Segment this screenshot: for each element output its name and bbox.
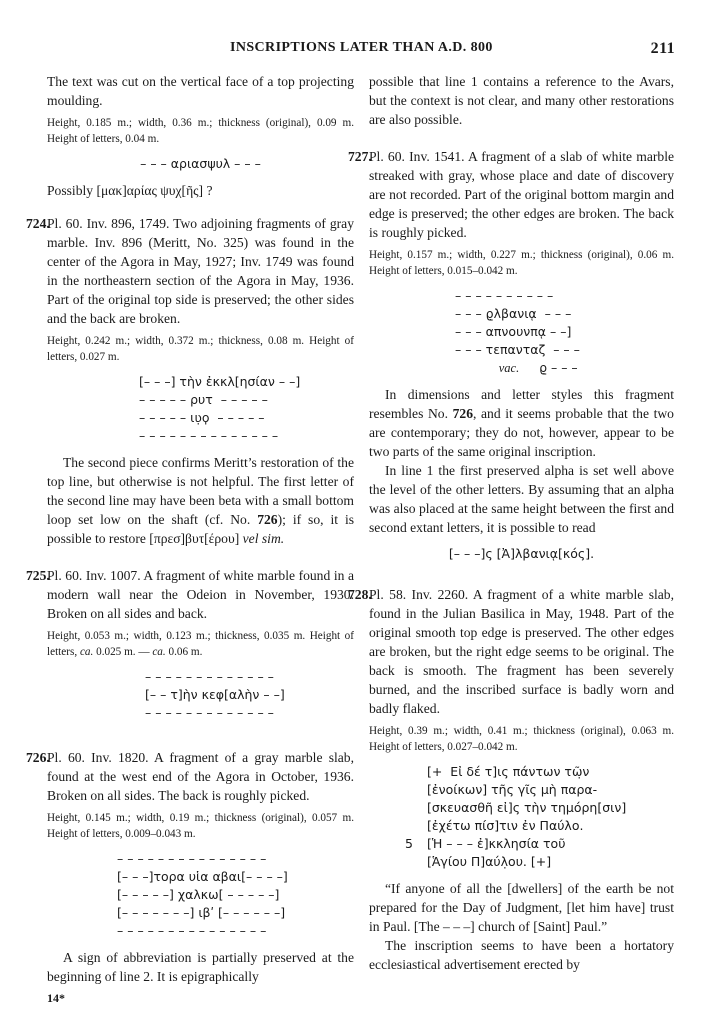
inscription-line: [– – – – –] χαλκω[ – – – – –] [117, 887, 280, 902]
inscription-line: – – – ϱ̣λβανιᾳ – – – [455, 306, 572, 321]
entry-727 [348, 147, 674, 563]
entry-724 [26, 214, 355, 548]
inscription-line: [– – –]τορα υἱα αβαι[– – – –] [117, 869, 288, 884]
entry-description: Pl. 58. Inv. 2260. A fragment of a white marble slab, found in the Julian Basilica in May, 1948. Part of the original smooth top edge is preserved. The other edges are broken, but the right edge seems to be original. The back is smooth. The fragment has been severely burned, and the inscribed surface is badly worn and badly flaked. [369, 587, 674, 716]
inscription-line: – – – – – – – – – – – – – [145, 669, 274, 684]
proposed-reading [369, 545, 674, 563]
translation: “If anyone of all the [dwellers] of the earth be not prepared for the Day of Judgment, [let him have] trust in Paul. [The – – –] church of [Saint] Paul.” [369, 881, 674, 934]
inscription-text [47, 373, 354, 445]
left-column [26, 72, 355, 986]
intro-text: The text was cut on the vertical face of a top projecting moulding. [47, 74, 354, 108]
entry-commentary [369, 385, 674, 461]
inscription-line: [Ἁγίου Π]αύλ̣ου. [+] [427, 854, 552, 869]
entry-description: Pl. 60. Inv. 896, 1749. Two adjoining fragments of gray marble. Inv. 896 (Meritt, No. 325) was found in the center of the Agora in May, 1927; Inv. 1749 was found in the northeastern section of the Agora in May, 1936. Part of the original top side is preserved; the other sides and the back are broken. [47, 216, 354, 326]
signature-mark: 14* [47, 991, 65, 1005]
inscription-line [405, 835, 674, 853]
entry-728 [348, 585, 674, 974]
inscription-line: – – – – – – – – – – [455, 288, 554, 303]
entry-commentary [47, 453, 354, 548]
commentary-text: , and it seems probable that the two are contemporary; they do not, however, appear to be two parts of the same original inscription. [369, 406, 674, 459]
inscription-line: [– – – – – – –] ιβʹ [– – – – – –] [117, 905, 286, 920]
entry-number: 728. [348, 587, 372, 602]
entry-726 [26, 748, 354, 986]
inscription-line: [ἐχέτω πίσ]τιν ἐν Παύλο. [427, 818, 584, 833]
inscription-line: – – – τεπανταζ – – – [455, 342, 580, 357]
commentary-text: ); if so, it is possible to restore [πρεσ]βυτ[έρου] [47, 512, 355, 546]
measurement-text: Height, 0.053 m.; width, 0.123 m.; thickness, 0.035 m. Height of letters, [47, 630, 354, 658]
inscription-line: – – – απνουνπᾳ – –] [455, 324, 572, 339]
running-title: INSCRIPTIONS LATER THAN A.D. 800 [230, 40, 493, 55]
line-number: 5 [405, 836, 413, 851]
entry-commentary: The inscription seems to have been a hortatory ecclesiastical advertisement erected by [369, 938, 674, 972]
intro-restoration: Possibly [μακ]αρίας ψυχ[ῆς] ? [47, 183, 213, 198]
entry-description: Pl. 60. Inv. 1820. A fragment of a gray marble slab, found at the west end of the Agora in October, 1936. Broken on all sides. The back is roughly picked. [47, 750, 354, 803]
commentary-text: The second piece confirms Meritt’s restoration of the top line, but otherwise is not helpful. The first letter of the second line may have been beta with a small bottom loop set low on the shaft (cf. No. [47, 455, 354, 527]
inscription-line [455, 359, 674, 377]
entry-number: 727. [348, 149, 372, 164]
inscription-line: [+ Εἰ δέ τ]ις πάντων τῶ̣ν [427, 764, 590, 779]
entry-measurements: Height, 0.157 m.; width, 0.227 m.; thickness (original), 0.06 m. Height of letters, 0.015–0.042 m. [369, 249, 674, 277]
entry-measurements: Height, 0.242 m.; width, 0.372 m.; thickness, 0.08 m. Height of letters, 0.027 m. [47, 335, 354, 363]
entry-725 [26, 566, 354, 722]
entry-measurements: Height, 0.39 m.; width, 0.41 m.; thickness (original), 0.063 m. Height of letters, 0.027–0.042 m. [369, 725, 674, 753]
page-number: 211 [650, 40, 675, 57]
entry-description: Pl. 60. Inv. 1007. A fragment of white marble found in a modern wall near the Odeion in November, 1930. Broken on all sides and back. [47, 568, 354, 621]
entry-measurements: Height, 0.145 m.; width, 0.19 m.; thickness (original), 0.057 m. Height of letters, 0.009–0.043 m. [47, 812, 354, 840]
intro-inscription [47, 155, 354, 173]
vacat-mark: vac. [498, 361, 520, 375]
inscription-line: [– – –] τὴν ἐκκλ[ησίαν – –] [139, 374, 301, 389]
inscription-line: – – – – – – – – – – – – – [145, 705, 274, 720]
continued-text: possible that line 1 contains a reference to the Avars, but the context is not clear, and many other restorations are also possible. [369, 74, 674, 127]
entry-commentary: In line 1 the first preserved alpha is set well above the level of the other letters. By assuming that an alpha was also placed at the same height between the first and second extant letters, it is possible to read [369, 463, 674, 535]
inscription-text [369, 287, 674, 377]
entry-number: 726. [26, 750, 50, 765]
inscription-line: [– – –]ς [Ἀ]λβανιᾳ[κός]. [448, 546, 595, 561]
entry-number: 724. [26, 216, 50, 231]
inscription-text [47, 850, 354, 940]
inscription-text [369, 763, 674, 871]
right-column [348, 72, 674, 974]
inscription-line-text: [Ἡ – – – ἐ]κκλησία τοῦ [427, 836, 566, 851]
intro-measurements: Height, 0.185 m.; width, 0.36 m.; thickness (original), 0.09 m. Height of letters, 0.04 m. [47, 117, 354, 145]
measurement-italic: ca. [79, 645, 94, 658]
measurement-italic: ca. [152, 645, 166, 658]
inscription-line: – – – – – – – – – – – – – – [139, 428, 279, 443]
inscription-line: [ἐνοίκων] τῆς γῖς μὴ παρα- [427, 782, 598, 797]
measurement-text: 0.025 m. — [96, 645, 150, 658]
entry-commentary: A sign of abbreviation is partially preserved at the beginning of line 2. It is epigraphically [47, 950, 354, 984]
commentary-text: In dimensions and letter styles this fragment resembles No. [369, 387, 674, 421]
inscription-line: [σκευασθῆ εἰ]ς τὴν τημόρη[σιν] [427, 800, 627, 815]
inscription-line: – – – – – ιʋ̣ϙ – – – – – [139, 410, 265, 425]
entry-description: Pl. 60. Inv. 1541. A fragment of a slab of white marble streaked with gray, whose place and date of discovery are not recorded. Part of the original bottom margin and edge is preserved; the other edges are broken. The back is roughly picked. [369, 149, 674, 240]
inscription-fragment: ϱ̣ – – – [539, 360, 578, 375]
inscription-line: – – – – – – – – – – – – – – – [117, 851, 267, 866]
entry-measurements [47, 629, 354, 660]
inscription-text [47, 668, 354, 722]
inscription-line: [– – τ]ὴν κεφ[αλὴν – –] [145, 687, 285, 702]
inscription-line: – – – αριασψυλ – – – [140, 156, 261, 171]
entry-number: 725. [26, 568, 50, 583]
inscription-line: – – – – – ρυτ – – – – – [139, 392, 268, 407]
inscription-line: – – – – – – – – – – – – – – – [117, 923, 267, 938]
commentary-italic: vel sim. [242, 531, 285, 546]
cross-reference: 726 [452, 406, 473, 421]
cross-reference: 726 [257, 512, 278, 527]
measurement-text: 0.06 m. [168, 645, 203, 658]
